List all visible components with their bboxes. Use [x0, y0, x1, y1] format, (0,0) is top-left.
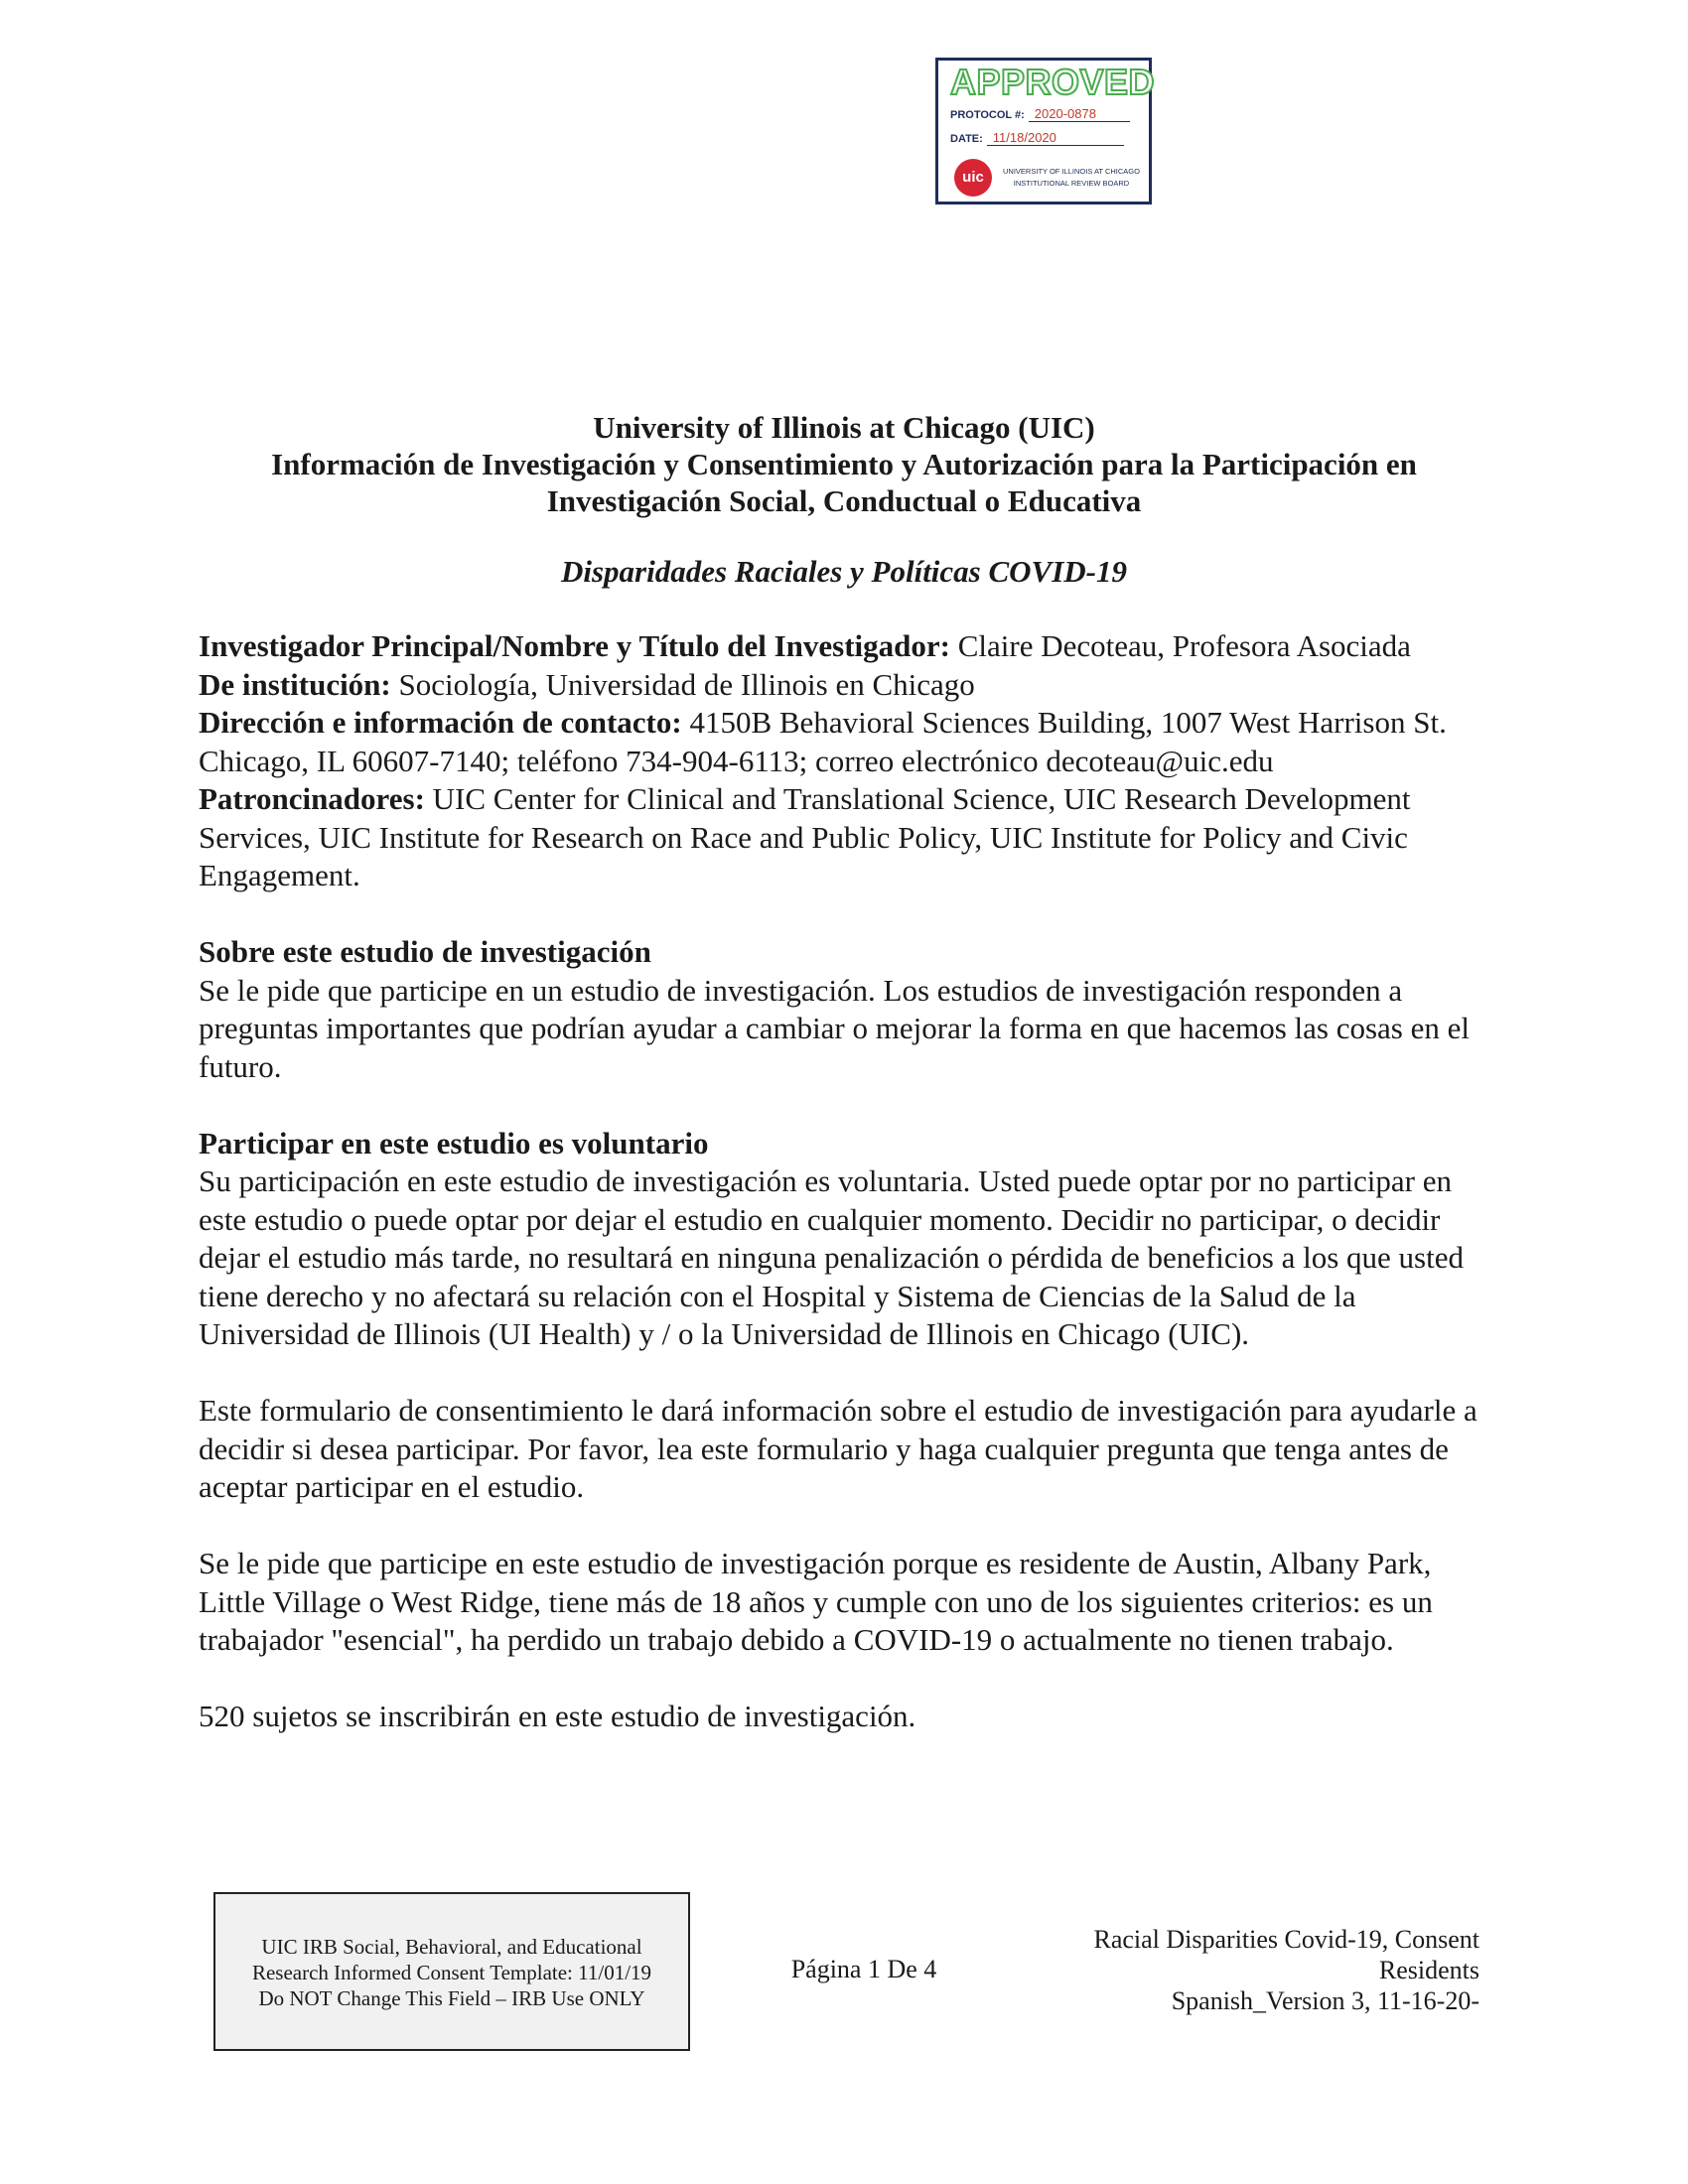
institution-label: De institución:	[199, 666, 391, 702]
sponsors-label: Patroncinadores:	[199, 781, 425, 816]
institution-paragraph	[199, 666, 1489, 705]
version-line3: Spanish_Version 3, 11-16-20-	[1171, 1986, 1479, 2015]
date-value: 11/18/2020	[987, 130, 1124, 146]
title-consent-line1: Información de Investigación y Consentimiento y Autorización para la Participación en	[271, 447, 1417, 481]
sponsors-value: UIC Center for Clinical and Translational Science, UIC Research Development Services, UIC Institute for Research on Race and Public Policy, UIC Institute for Policy and Civic Engagement.	[199, 781, 1411, 892]
study-title: Disparidades Raciales y Políticas COVID-19	[560, 554, 1128, 589]
about-text: Se le pide que participe en un estudio de investigación. Los estudios de investigación responden a preguntas importantes que podrían ayudar a cambiar o mejorar la forma en que hacemos las cosas en el futuro.	[199, 972, 1470, 1084]
institution-value: Sociología, Universidad de Illinois en Chicago	[398, 666, 975, 702]
irb-line2: Research Informed Consent Template: 11/01/19	[251, 1961, 652, 1984]
stamp-organization	[998, 166, 1145, 190]
voluntary-heading: Participar en este estudio es voluntario	[199, 1125, 709, 1160]
form-text: Este formulario de consentimiento le dará información sobre el estudio de investigación para ayudarle a decidir si desea participar. Por favor, lea este formulario y haga cualquier pregunta que tenga antes de aceptar participar en el estudio.	[199, 1393, 1477, 1504]
enrollment-text: 520 sujetos se inscribirán en este estudio de investigación.	[199, 1699, 916, 1733]
protocol-label: PROTOCOL #:	[950, 109, 1025, 121]
irb-line3: Do NOT Change This Field – IRB Use ONLY	[258, 1986, 645, 2010]
version-line1: Racial Disparities Covid-19, Consent	[1093, 1925, 1479, 1954]
sponsors-paragraph	[199, 780, 1489, 895]
contact-paragraph	[199, 704, 1489, 780]
pi-paragraph	[199, 627, 1489, 666]
irb-approval-stamp	[935, 58, 1156, 205]
document-title	[199, 409, 1489, 519]
date-row	[950, 130, 1145, 146]
document-body	[199, 627, 1489, 1736]
protocol-row	[950, 106, 1145, 122]
version-info	[963, 1924, 1479, 2016]
stamp-org-line2: INSTITUTIONAL REVIEW BOARD	[1013, 179, 1130, 188]
contact-value: 4150B Behavioral Sciences Building, 1007 West Harrison St. Chicago, IL 60607-7140; teléfono 734-904-6113; correo electrónico decoteau@uic.edu	[199, 705, 1447, 778]
eligibility-text: Se le pide que participe en este estudio de investigación porque es residente de Austin, Albany Park, Little Village o West Ridge, tiene más de 18 años y cumple con uno de los siguientes criterios: es un trabajador "esencial", ha perdido un trabajo debido a COVID-19 o actualmente no tienen trabajo.	[199, 1546, 1433, 1657]
irb-line1: UIC IRB Social, Behavioral, and Educational	[261, 1935, 642, 1959]
about-heading: Sobre este estudio de investigación	[199, 934, 651, 969]
date-label: DATE:	[950, 133, 983, 145]
pi-value: Claire Decoteau, Profesora Asociada	[957, 628, 1411, 663]
pi-label: Investigador Principal/Nombre y Título del Investigador:	[199, 628, 950, 663]
approved-label: APPROVED	[950, 62, 1156, 102]
voluntary-text: Su participación en este estudio de investigación es voluntaria. Usted puede optar por no participar en este estudio o puede optar por dejar el estudio en cualquier momento. Decidir no participar, o decidir dejar el estudio más tarde, no resultará en ninguna penalización o pérdida de beneficios a los que usted tiene derecho y no afectará su relación con el Hospital y Sistema de Ciencias de la Salud de la Universidad de Illinois (UI Health) y / o la Universidad de Illinois en Chicago (UIC).	[199, 1163, 1464, 1351]
contact-label: Dirección e información de contacto:	[199, 705, 682, 740]
protocol-value: 2020-0878	[1029, 106, 1130, 122]
title-university: University of Illinois at Chicago (UIC)	[593, 410, 1095, 445]
irb-template-box	[213, 1892, 690, 2051]
uic-logo: uic	[954, 159, 992, 197]
version-line2: Residents	[1378, 1956, 1479, 1984]
page-number: Página 1 De 4	[790, 1955, 937, 1983]
stamp-org-line1: UNIVERSITY OF ILLINOIS AT CHICAGO	[1003, 167, 1140, 176]
title-consent-line2: Investigación Social, Conductual o Educativa	[546, 483, 1142, 518]
